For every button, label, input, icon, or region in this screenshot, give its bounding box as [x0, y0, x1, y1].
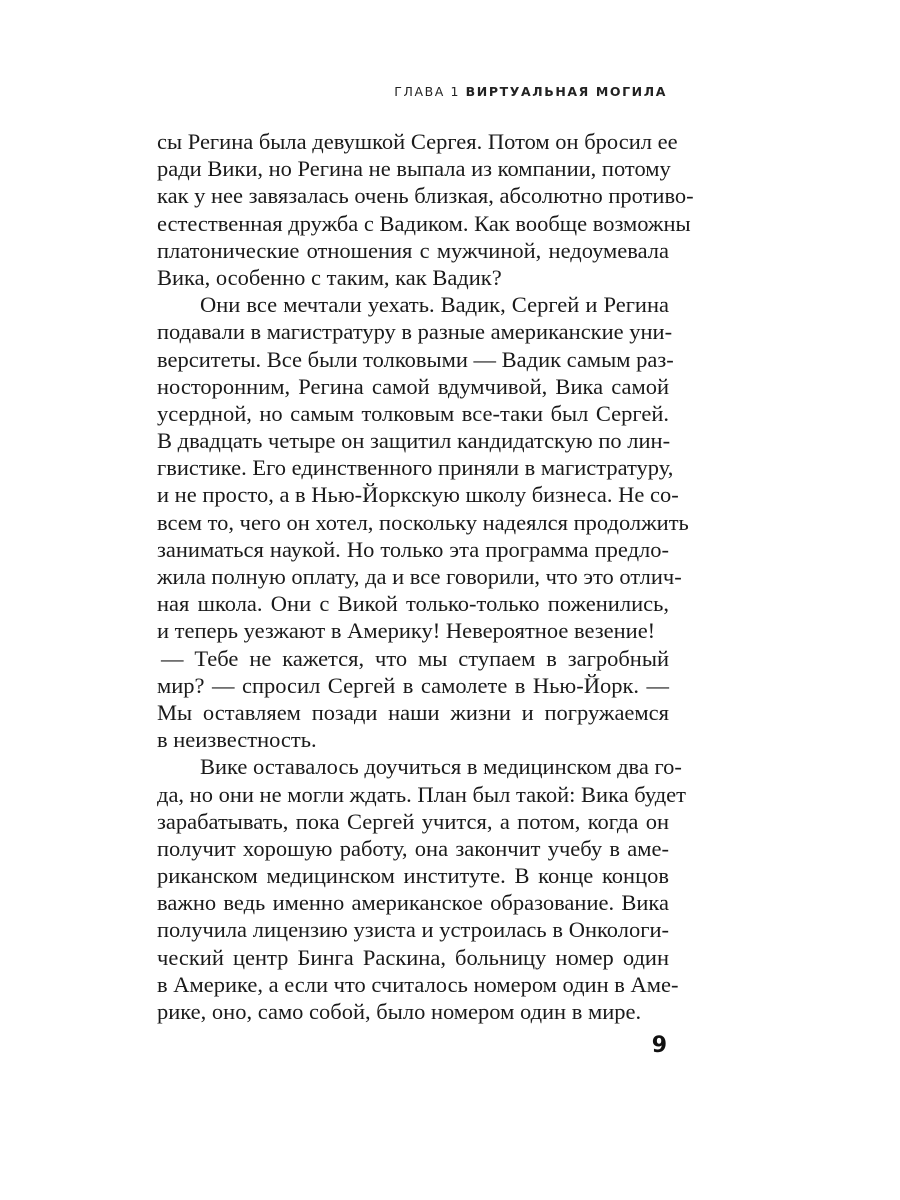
text-line: жила полную оплату, да и все говорили, что это отлич- — [157, 564, 682, 589]
text-line: В двадцать четыре он защитил кандидатскую по лин- — [157, 428, 671, 454]
text-line: зарабатывать, пока Сергей учится, а потом, когда он — [157, 808, 669, 834]
text-line: носторонним, Регина самой вдумчивой, Вика самой — [157, 373, 669, 399]
text-line: естественная дружба с Вадиком. Как вообще возможны — [157, 210, 691, 236]
text-line: Они все мечтали уехать. Вадик, Сергей и Регина — [200, 292, 669, 318]
text-line: всем то, чего он хотел, поскольку надеялся продолжить — [157, 509, 689, 535]
text-line: подавали в магистратуру в разные американские уни- — [157, 319, 673, 345]
page-number: 9 — [651, 1033, 667, 1058]
text-line: Мы оставляем позади наши жизни и погружаемся — [157, 699, 669, 725]
chapter-title: ВИРТУАЛЬНАЯ МОГИЛА — [465, 84, 667, 99]
text-line: верситеты. Все были толковыми — Вадик самым раз- — [157, 346, 674, 372]
text-line: да, но они не могли ждать. План был такой: Вика будет — [157, 781, 686, 807]
text-line: сы Регина была девушкой Сергея. Потом он бросил ее — [157, 129, 678, 154]
text-line: как у нее завязалась очень близкая, абсолютно противо- — [157, 183, 694, 209]
text-line: ная школа. Они с Викой только-только поженились, — [157, 591, 669, 617]
text-line: платонические отношения с мужчиной, недоумевала — [157, 237, 669, 263]
text-line: рике, оно, само собой, было номером один в мире. — [157, 999, 642, 1024]
text-line: риканском медицинском институте. В конце концов — [157, 863, 669, 889]
running-head — [394, 84, 667, 99]
text-line: — Тебе не кажется, что мы ступаем в загробный — [161, 645, 669, 671]
text-line: и не просто, а в Нью-Йоркскую школу бизнеса. Не со- — [157, 482, 679, 508]
body-text — [157, 128, 694, 1025]
text-line: усердной, но самым толковым все-таки был Сергей. — [157, 400, 669, 426]
text-line: в неизвестность. — [157, 727, 317, 753]
text-line: важно ведь именно американское образование. Вика — [157, 890, 669, 916]
text-line: ради Вики, но Регина не выпала из компании, потому — [157, 156, 671, 182]
text-line: в Америке, а если что считалось номером один в Аме- — [157, 971, 679, 997]
text-line: получила лицензию узиста и устроилась в Онкологи- — [157, 917, 669, 943]
text-line: гвистике. Его единственного приняли в магистратуру, — [157, 455, 674, 481]
text-line: получит хорошую работу, она закончит учебу в аме- — [157, 835, 669, 861]
text-line: и теперь уезжают в Америку! Невероятное везение! — [157, 618, 656, 644]
text-line: ческий центр Бинга Раскина, больницу номер один — [157, 944, 669, 970]
text-line: Вике оставалось доучиться в медицинском два го- — [200, 754, 682, 780]
text-line: заниматься наукой. Но только эта программа предло- — [157, 536, 669, 562]
text-line: мир? — спросил Сергей в самолете в Нью-Йорк. — — [157, 672, 669, 698]
chapter-label: ГЛАВА 1 — [394, 84, 461, 99]
text-line: Вика, особенно с таким, как Вадик? — [157, 264, 502, 290]
